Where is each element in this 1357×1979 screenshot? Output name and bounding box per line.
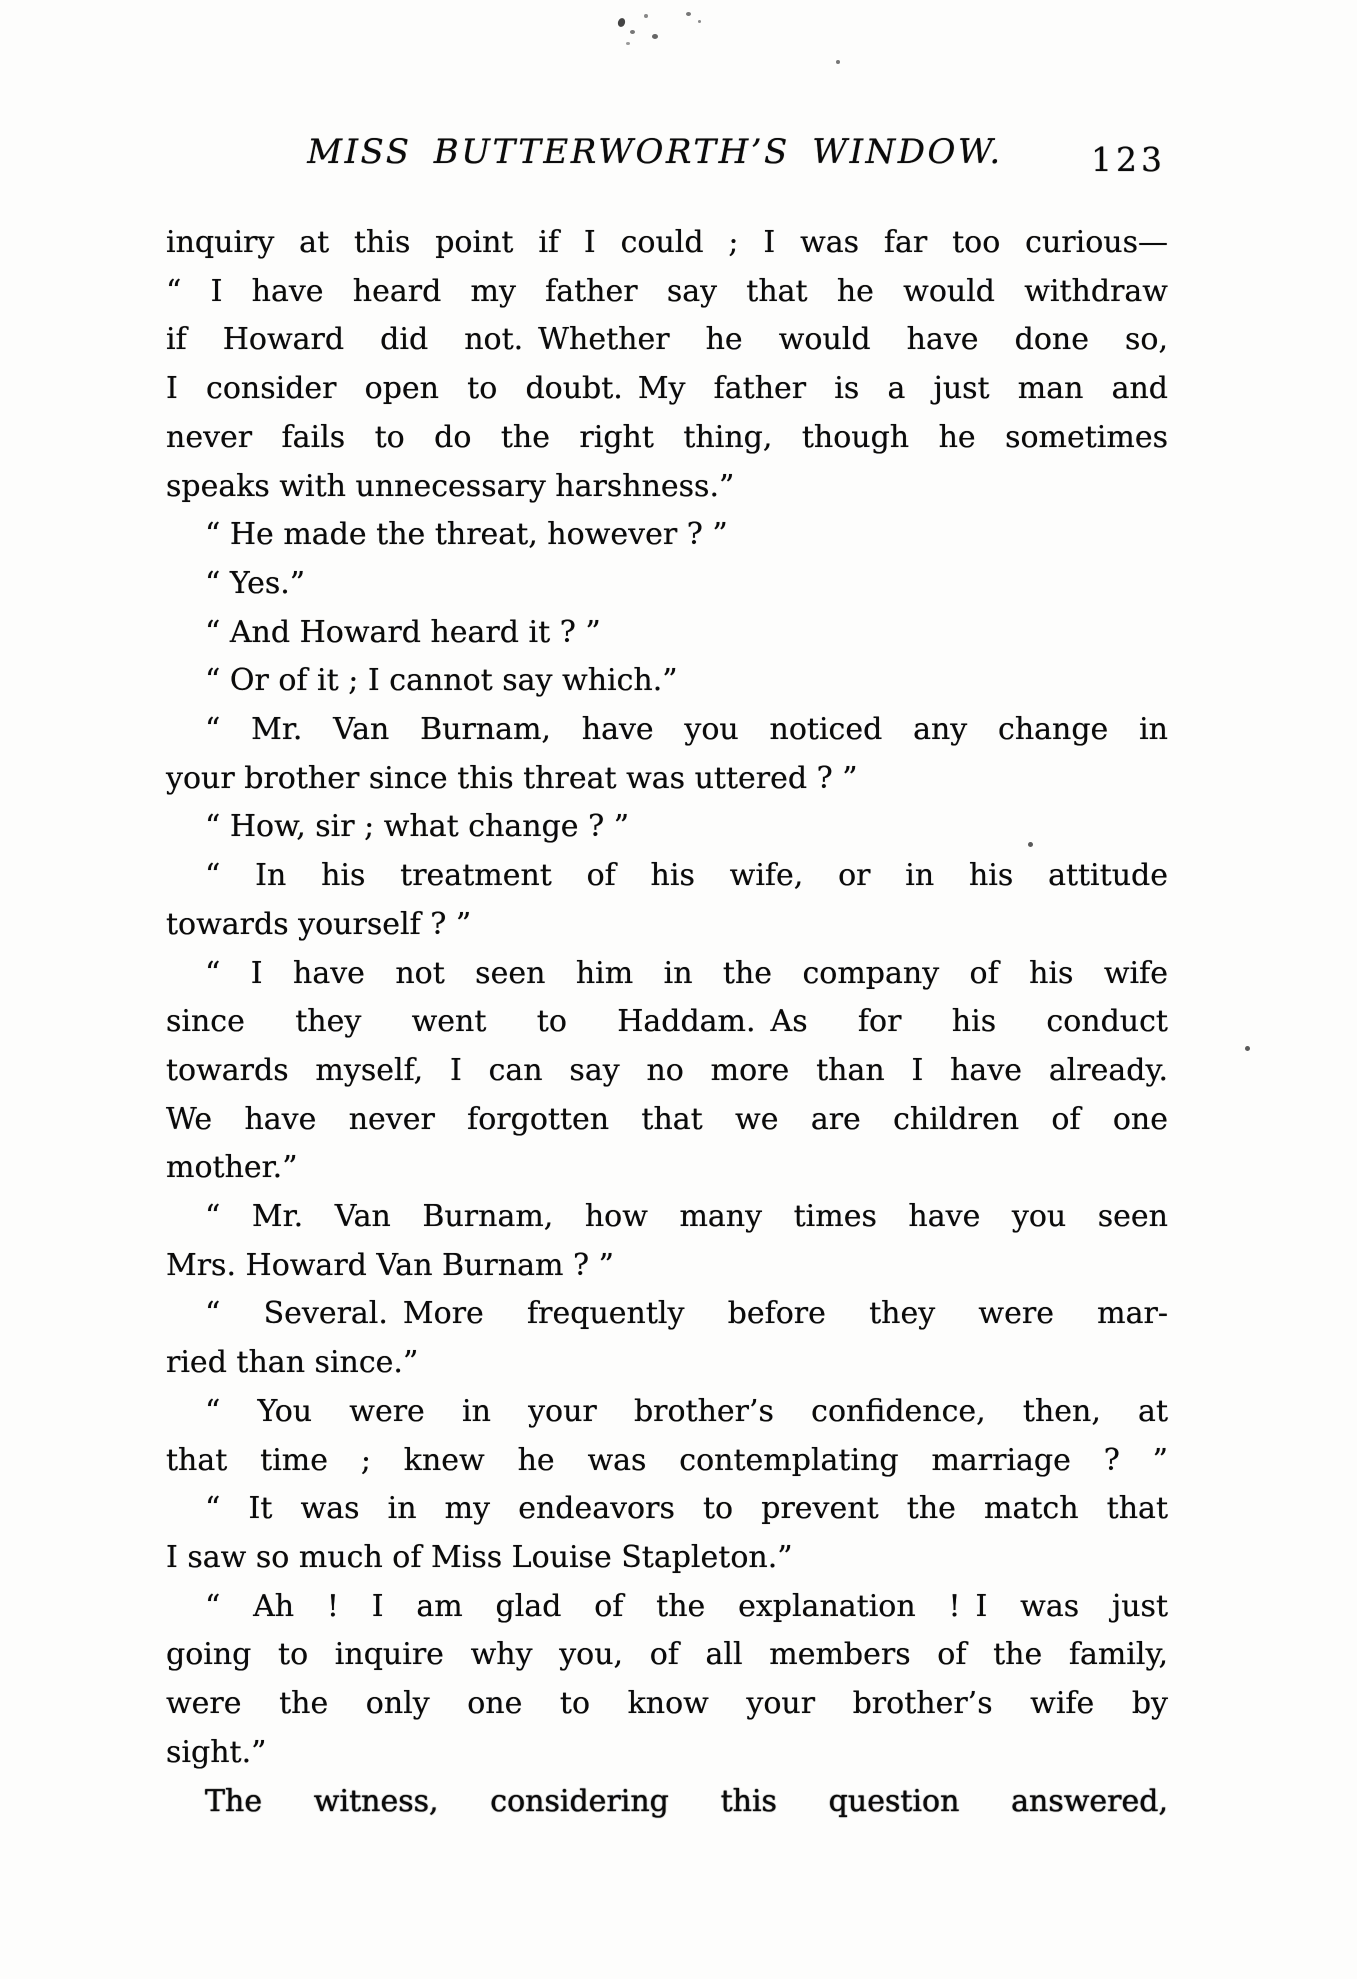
running-title: MISS BUTTERWORTH’S WINDOW. bbox=[307, 132, 1003, 172]
text-line: ried than since.” bbox=[166, 1345, 419, 1381]
text-line: “ It was in my endeavors to prevent the match that bbox=[205, 1491, 1168, 1527]
text-line: “ Yes.” bbox=[205, 565, 306, 601]
ink-speck bbox=[836, 60, 840, 64]
text-line: I saw so much of Miss Louise Stapleton.” bbox=[166, 1539, 793, 1575]
text-line: your brother since this threat was uttered ? ” bbox=[166, 760, 858, 796]
text-line: never fails to do the right thing, though he sometimes bbox=[166, 419, 1168, 455]
text-line: We have never forgotten that we are children of one bbox=[166, 1101, 1168, 1137]
ink-speck bbox=[1245, 1046, 1250, 1051]
text-line: “ I have not seen him in the company of his wife bbox=[205, 955, 1168, 991]
text-line: sight.” bbox=[166, 1734, 267, 1770]
text-line: “ Ah ! I am glad of the explanation ! I was just bbox=[205, 1588, 1168, 1624]
text-line: “ I have heard my father say that he would withdraw bbox=[166, 273, 1168, 309]
page-number: 123 bbox=[1091, 140, 1166, 179]
text-line: “ You were in your brother’s confidence, then, at bbox=[205, 1393, 1168, 1429]
text-line: I consider open to doubt. My father is a just man and bbox=[166, 371, 1168, 407]
text-line: “ How, sir ; what change ? ” bbox=[205, 809, 630, 845]
page-header bbox=[166, 132, 1168, 192]
text-line: since they went to Haddam. As for his conduct bbox=[166, 1004, 1168, 1040]
text-line: “ He made the threat, however ? ” bbox=[205, 517, 728, 553]
text-line: towards myself, I can say no more than I have already. bbox=[166, 1052, 1168, 1088]
text-line: towards yourself ? ” bbox=[166, 906, 472, 942]
page-body bbox=[166, 219, 1168, 1826]
text-line: “ Or of it ; I cannot say which.” bbox=[205, 663, 678, 699]
text-line: if Howard did not. Whether he would have done so, bbox=[166, 322, 1168, 358]
text-line: that time ; knew he was contemplating marriage ? ” bbox=[166, 1442, 1168, 1478]
text-line: speaks with unnecessary harshness.” bbox=[166, 468, 735, 504]
text-line: “ Several. More frequently before they were mar- bbox=[205, 1296, 1168, 1332]
text-line: The witness, considering this question answered, bbox=[205, 1783, 1168, 1819]
text-line: inquiry at this point if I could ; I was far too curious— bbox=[166, 225, 1168, 260]
text-line: going to inquire why you, of all members of the family, bbox=[166, 1637, 1168, 1673]
text-line: were the only one to know your brother’s wife by bbox=[166, 1686, 1168, 1722]
ink-smudge bbox=[600, 8, 720, 54]
text-line: mother.” bbox=[166, 1150, 298, 1186]
text-line: Mrs. Howard Van Burnam ? ” bbox=[166, 1247, 614, 1283]
text-line: “ Mr. Van Burnam, how many times have you seen bbox=[205, 1199, 1168, 1235]
text-line: “ In his treatment of his wife, or in his attitude bbox=[205, 858, 1168, 894]
text-line: “ Mr. Van Burnam, have you noticed any change in bbox=[205, 712, 1168, 748]
text-line: “ And Howard heard it ? ” bbox=[205, 614, 601, 650]
